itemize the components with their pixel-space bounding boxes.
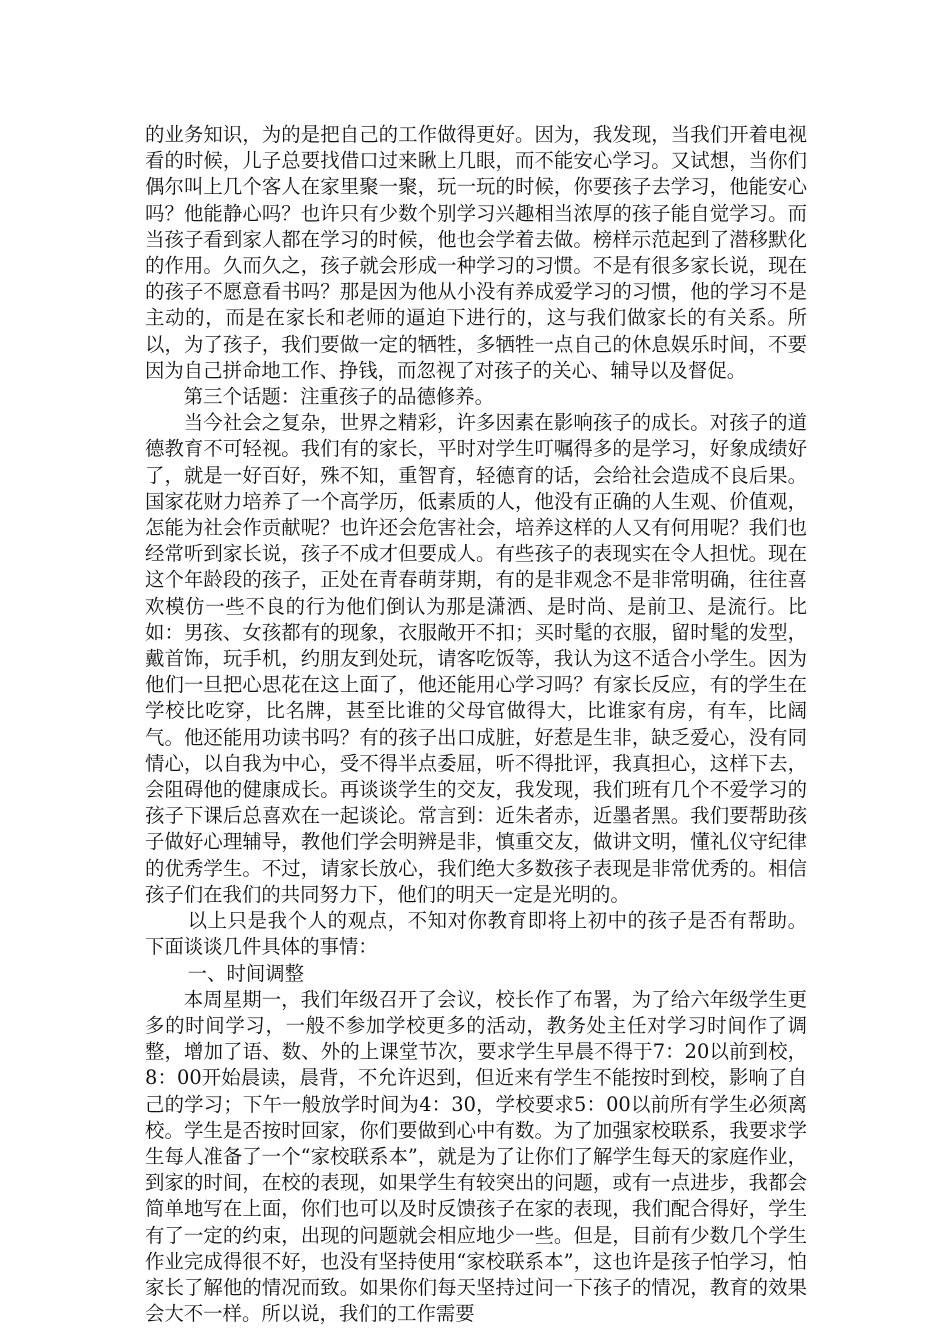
paragraph-continued: 的业务知识，为的是把自己的工作做得更好。因为，我发现，当我们开着电视看的时候，儿子总要找借口过来瞅上几眼，而不能安心学习。又试想，当你们偶尔叫上几个客人在家里聚一聚，玩一玩的时候，你要孩子去学习，他能安心吗？他能静心吗？也许只有少数个别学习兴趣相当浓厚的孩子能自觉学习。而当孩子看到家人都在学习的时候，他也会学着去做。榜样示范起到了潜移默化的作用。久而久之，孩子就会形成一种学习的习惯。不是有很多家长说，现在的孩子不愿意看书吗？那是因为他从小没有养成爱学习的习惯，他的学习不是主动的，而是在家长和老师的逼迫下进行的，这与我们做家长的有关系。所以，为了孩子，我们要做一定的牺牲，多牺牲一点自己的休息娱乐时间，不要因为自己拼命地工作、挣钱，而忽视了对孩子的关心、辅导以及督促。	[145, 123, 807, 382]
section-heading-third-topic: 第三个话题：注重孩子的品德修养。	[183, 385, 495, 409]
paragraph-moral-education: 当今社会之复杂，世界之精彩，许多因素在影响孩子的成长。对孩子的道德教育不可轻视。我们有的家长，平时对学生叮嘱得多的是学习，好象成绩好了，就是一好百好，殊不知，重智育，轻德育的话，会给社会造成不良后果。国家花财力培养了一个高学历，低素质的人，他没有正确的人生观、价值观，怎能为社会作贡献呢？也许还会危害社会，培养这样的人又有何用呢？我们也经常听到家长说，孩子不成才但要成人。有些孩子的表现实在令人担忧。现在这个年龄段的孩子，正处在青春萌芽期，有的是非观念不是非常明确，往往喜欢模仿一些不良的行为他们倒认为那是潇洒、是时尚、是前卫、是流行。比如：男孩、女孩都有的现象，衣服敞开不扣；买时髦的衣服，留时髦的发型，戴首饰，玩手机，约朋友到处玩，请客吃饭等，我认为这不适合小学生。因为他们一旦把心思花在这上面了，他还能用心学习吗？有家长反应，有的学生在学校比吃穿，比名牌，甚至比谁的父母官做得大，比谁家有房，有车，比阔气。他还能用功读书吗？有的孩子出口成脏，好惹是生非，缺乏爱心，没有同情心，以自我为中心，受不得半点委屈，听不得批评，我真担心，这样下去，会阻碍他的健康成长。再谈谈学生的交友，我发现，我们班有几个不爱学习的孩子下课后总喜欢在一起谈论。常言到：近朱者赤，近墨者黑。我们要帮助孩子做好心理辅导，教他们学会明辨是非，慎重交友，做讲文明，懂礼仪守纪律的优秀学生。不过，请家长放心，我们绝大多数孩子表现是非常优秀的。相信孩子们在我们的共同努力下，他们的明天一定是光明的。	[145, 411, 807, 906]
section-heading-time-adjustment: 一、时间调整	[187, 961, 305, 985]
paragraph-summary: 以上只是我个人的观点，不知对你教育即将上初中的孩子是否有帮助。下面谈谈几件具体的事情：	[145, 909, 807, 959]
paragraph-time-schedule: 本周星期一，我们年级召开了会议，校长作了布署，为了给六年级学生更多的时间学习，一般不参加学校更多的活动，教务处主任对学习时间作了调整，增加了语、数、外的上课堂节次，要求学生早晨不得于7：20以前到校，8：00开始晨读，晨背，不允许迟到，但近来有学生不能按时到校，影响了自己的学习；下午一般放学时间为4：30，学校要求5：00以前所有学生必须离校。学生是否按时回家，你们要做到心中有数。为了加强家校联系，我要求学生每人准备了一个“家校联系本”，就是为了让你们了解学生每天的家庭作业，到家的时间，在校的表现，如果学生有较突出的问题，或有一点进步，我都会简单地写在上面，你们也可以及时反馈孩子在家的表现，我们配合得好，学生有了一定的约束，出现的问题就会相应地少一些。但是，目前有少数几个学生作业完成得很不好，也没有坚持使用“家校联系本”，这也许是孩子怕学习，怕家长了解他的情况而致。如果你们每天坚持过问一下孩子的情况，教育的效果会大不一样。所以说，我们的工作需要	[145, 987, 807, 1326]
document-body	[145, 122, 807, 1327]
